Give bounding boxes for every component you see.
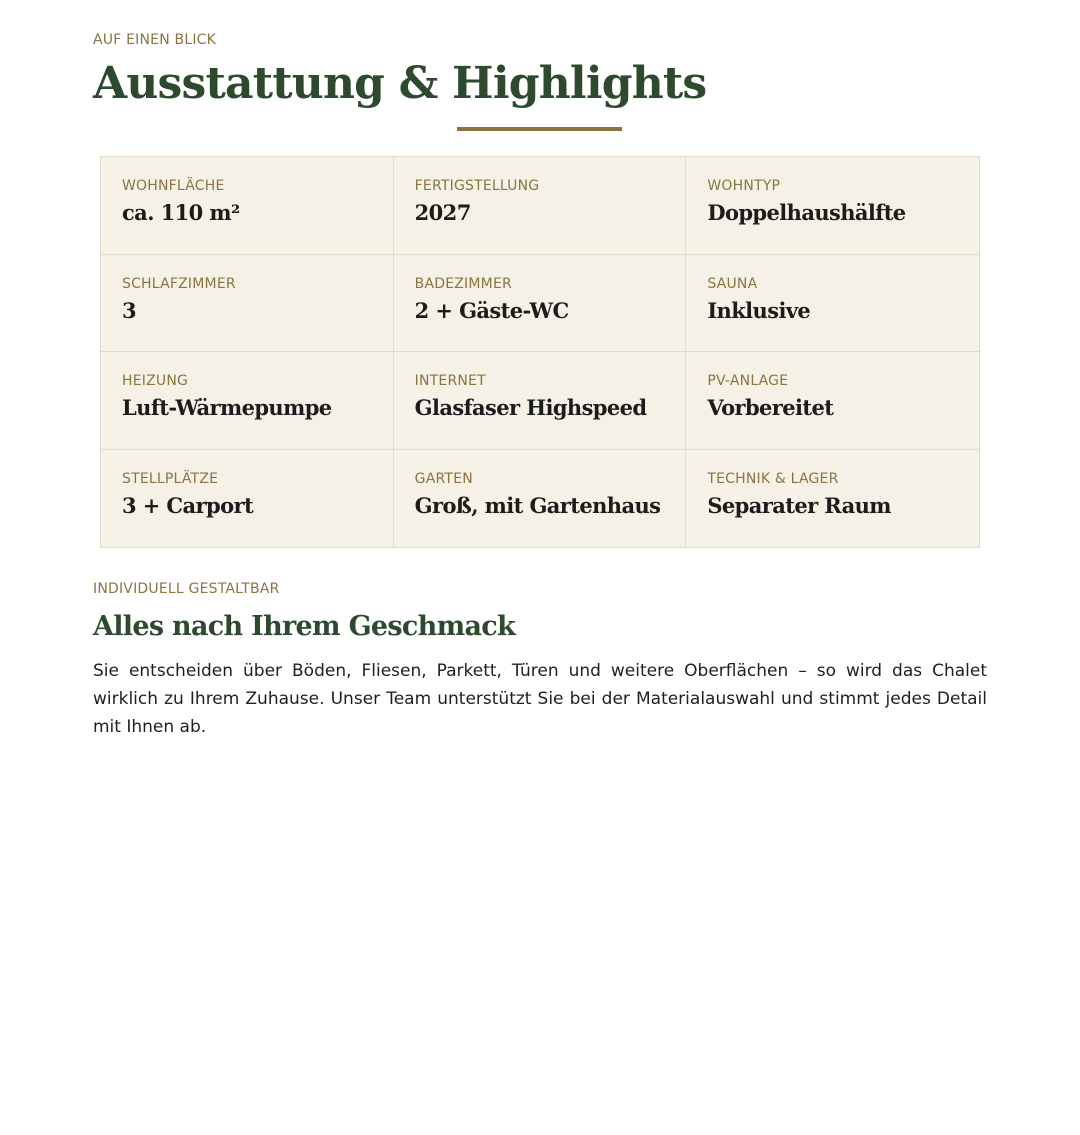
feature-value: Glasfaser Highspeed [414, 395, 647, 420]
feature-cell-fertigstellung [394, 157, 687, 255]
feature-value: Luft-Wärmepumpe [122, 395, 332, 420]
feature-cell-wohntyp [686, 157, 979, 255]
feature-value: Separater Raum [707, 492, 891, 518]
feature-label: WOHNFLÄCHE [122, 178, 225, 194]
feature-cell-badezimmer [394, 255, 687, 353]
section-eyebrow: INDIVIDUELL GESTALTBAR [93, 581, 280, 597]
feature-value: Inklusive [707, 297, 811, 323]
feature-cell-internet [394, 352, 687, 450]
section-title: Alles nach Ihrem Geschmack [93, 611, 515, 642]
feature-value: 3 + Carport [122, 492, 254, 518]
feature-cell-wohnflaeche [101, 157, 394, 255]
section-body-text: Sie entscheiden über Böden, Fliesen, Parkett, Türen und weitere Oberflächen – so wird das Chalet wirklich zu Ihrem Zuhause. Unser Team unterstützt Sie bei der Materialauswahl und stimmt jedes Detail mit Ihnen ab. [93, 661, 987, 737]
feature-cell-heizung [101, 352, 394, 450]
feature-label: GARTEN [414, 470, 473, 487]
feature-cell-schlafzimmer [101, 255, 394, 353]
page-title: Ausstattung & Highlights [93, 58, 707, 109]
feature-value: Groß, mit Gartenhaus [414, 492, 661, 518]
feature-value: 3 [122, 297, 137, 323]
features-grid [100, 156, 980, 548]
feature-label: WOHNTYP [707, 178, 781, 194]
feature-value: 2027 [414, 200, 471, 225]
feature-label: STELLPLÄTZE [122, 470, 219, 487]
feature-label: FERTIGSTELLUNG [414, 178, 540, 194]
header-eyebrow: AUF EINEN BLICK [93, 32, 217, 48]
feature-cell-sauna [686, 255, 979, 353]
feature-cell-pv-anlage [686, 352, 979, 450]
feature-cell-garten [394, 450, 687, 548]
feature-label: SAUNA [707, 275, 758, 292]
feature-label: PV-ANLAGE [707, 373, 789, 389]
feature-value: 2 + Gäste-WC [414, 297, 569, 323]
feature-label: INTERNET [414, 373, 486, 389]
feature-label: HEIZUNG [122, 373, 189, 389]
feature-value: Vorbereitet [707, 395, 834, 420]
feature-cell-stellplaetze [101, 450, 394, 548]
feature-value: Doppelhaushälfte [707, 200, 906, 225]
feature-label: TECHNIK & LAGER [707, 470, 839, 487]
feature-label: SCHLAFZIMMER [122, 275, 236, 292]
title-underline [457, 127, 622, 131]
feature-value: ca. 110 m² [122, 200, 240, 225]
feature-label: BADEZIMMER [414, 275, 512, 292]
feature-cell-technik-lager [686, 450, 979, 548]
